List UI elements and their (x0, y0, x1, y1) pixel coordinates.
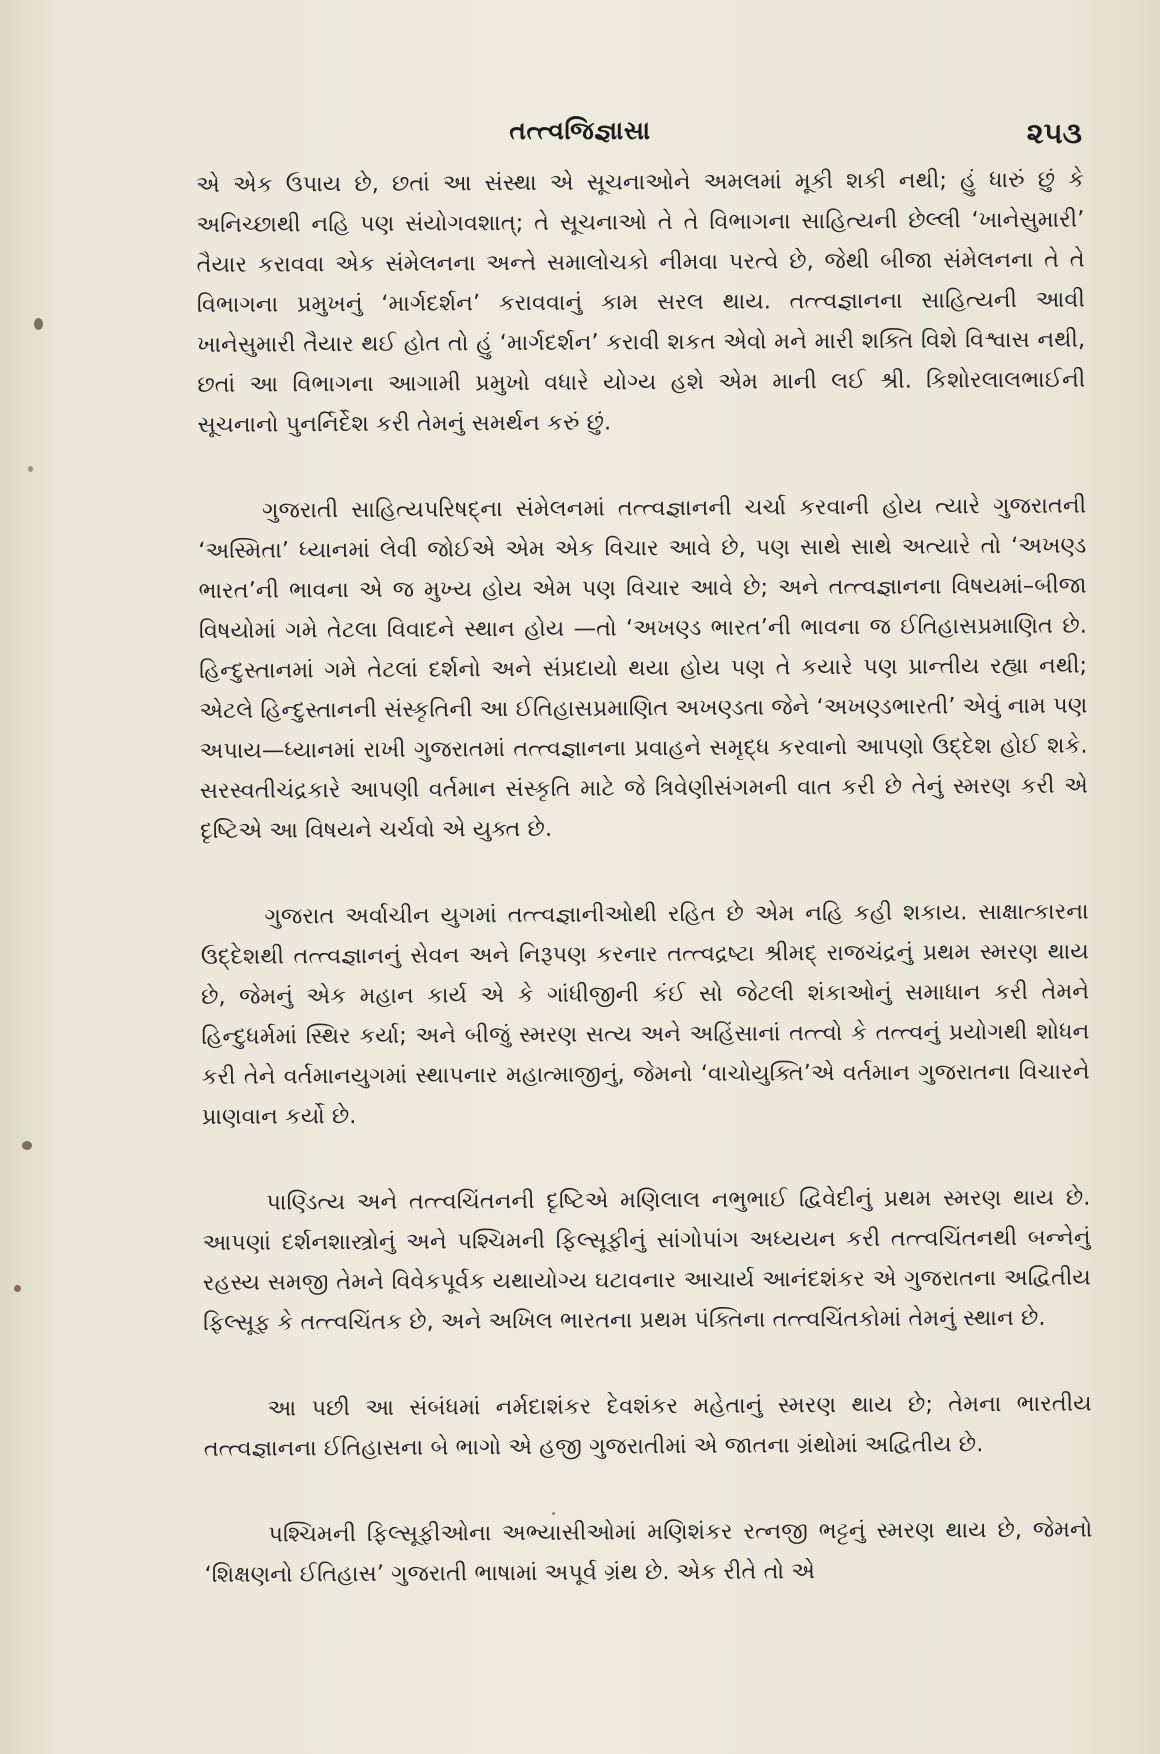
paragraph-4: પાણ્ડિત્ય અને તત્ત્વચિંતનની દૃષ્ટિએ મણિલાલ નભુભાઈ દ્વિવેદીનું પ્રથમ સ્મરણ થાય છે. આપણાં દર્શનશાસ્ત્રોનું અને પશ્ચિમની ફિલ્સૂફીનું સાંગોપાંગ અધ્યયન કરી તત્ત્વચિંતનથી બન્નેનું રહસ્ય સમજી તેમને વિવેકપૂર્વક યથાયોગ્ય ઘટાવનાર આચાર્ય આનંદશંકર એ ગુજરાતના અદ્વિતીય ફિલ્સૂફ કે તત્ત્વચિંતક છે, અને અખિલ ભારતના પ્રથમ પંક્તિના તત્ત્વચિંતકોમાં તેમનું સ્થાન છે. (202, 1184, 1091, 1336)
paper-blemish (14, 1285, 21, 1292)
running-title: તત્ત્વજિજ્ઞાસા (509, 116, 651, 145)
paragraph-6: પશ્ચિમની ફિલ્સૂફીઓના અભ્યાસીઓમાં મણિશંકર રત્નજી ભટ્ટનું સ્મરણ થાય છે, જેમનો ‘શિક્ષણનો ઈતિહાસ’ ગુજરાતી ભાષામાં અપૂર્વ ગ્રંથ છે. એક રીતે તો એ (204, 1516, 1093, 1588)
page-number: ૨૫૩ (1026, 116, 1082, 150)
page-header (0, 112, 1160, 156)
paragraph-5: આ પછી આ સંબંધમાં નર્મદાશંકર દેવશંકર મહેતાનું સ્મરણ થાય છે; તેમના ભારતીય તત્ત્વજ્ઞાનના ઈતિહાસના બે ભાગો એ હજી ગુજરાતીમાં એ જાતના ગ્રંથોમાં અદ્વિતીય છે. (203, 1390, 1092, 1462)
paragraph-3: ગુજરાત અર્વાચીન યુગમાં તત્ત્વજ્ઞાનીઓથી રહિત છે એમ નહિ કહી શકાય. સાક્ષાત્કારના ઉદ્દેશથી તત્ત્વજ્ઞાનનું સેવન અને નિરૂપણ કરનાર તત્ત્વદ્રષ્ટા શ્રીમદ્ રાજચંદ્રનું પ્રથમ સ્મરણ થાય છે, જેમનું એક મહાન કાર્ય એ કે ગાંધીજીની કંઈ સો જેટલી શંકાઓનું સમાધાન કરી તેમને હિન્દુધર્મમાં સ્થિર કર્યા; અને બીજું સ્મરણ સત્ય અને અહિંસાનાં તત્ત્વો કે તત્ત્વનું પ્રયોગથી શોધન કરી તેને વર્તમાનયુગમાં સ્થાપનાર મહાત્માજીનું, જેમનો ‘વાચોયુક્તિ’એ વર્તમાન ગુજરાતના વિચારને પ્રાણવાન કર્યો છે. (200, 898, 1090, 1130)
paper-blemish (34, 318, 43, 330)
paper-blemish (22, 1141, 32, 1150)
paragraph-1: એ એક ઉપાય છે, છતાં આ સંસ્થા એ સૂચનાઓને અમલમાં મૂકી શકી નથી; હું ધારું છું કે અનિચ્છાથી નહિ પણ સંયોગવશાત્; તે સૂચનાઓ તે તે વિભાગના સાહિત્યની છેલ્લી ‘ખાનેસુમારી’ તૈયાર કરાવવા એક સંમેલનના અન્તે સમાલોચકો નીમવા પરત્વે છે, જેથી બીજા સંમેલનના તે તે વિભાગના પ્રમુખનું ‘માર્ગદર્શન’ કરાવવાનું કામ સરલ થાય. તત્ત્વજ્ઞાનના સાહિત્યની આવી ખાનેસુમારી તૈયાર થઈ હોત તો હું ‘માર્ગદર્શન’ કરાવી શકત એવો મને મારી શક્તિ વિશે વિશ્વાસ નથી, છતાં આ વિભાગના આગામી પ્રમુખો વધારે યોગ્ય હશે એમ માની લઈ શ્રી. કિશોરલાલભાઈની સૂચનાનો પુનર્નિર્દેશ કરી તેમનું સમર્થન કરું છું. (196, 166, 1086, 438)
paper-blemish (552, 1512, 555, 1515)
paper-blemish (28, 466, 33, 472)
paragraph-2: ગુજરાતી સાહિત્યપરિષદ્‌ના સંમેલનમાં તત્ત્વજ્ઞાનની ચર્ચા કરવાની હોય ત્યારે ગુજરાતની ‘અસ્મિતા’ ધ્યાનમાં લેવી જોઈએ એમ એક વિચાર આવે છે, પણ સાથે સાથે અત્યારે તો ‘અખણ્ડ ભારત’ની ભાવના એ જ મુખ્ય હોય એમ પણ વિચાર આવે છે; અને તત્ત્વજ્ઞાનના વિષયમાં–બીજા વિષયોમાં ગમે તેટલા વિવાદને સ્થાન હોય —તો ‘અખણ્ડ ભારત’ની ભાવના જ ઈતિહાસપ્રમાણિત છે. હિન્દુસ્તાનમાં ગમે તેટલાં દર્શનો અને સંપ્રદાયો થયા હોય પણ તે કયારે પણ પ્રાન્તીય રહ્યા નથી; એટલે હિન્દુસ્તાનની સંસ્કૃતિની આ ઈતિહાસપ્રમાણિત અખણ્ડતા જેને ‘અખણ્ડભારતી’ એવું નામ પણ અપાય—ધ્યાનમાં રાખી ગુજરાતમાં તત્ત્વજ્ઞાનના પ્રવાહને સમૃદ્ધ કરવાનો આપણો ઉદ્દેશ હોઈ શકે. સરસ્વતીચંદ્રકારે આપણી વર્તમાન સંસ્કૃતિ માટે જે ત્રિવેણીસંગમની વાત કરી છે તેનું સ્મરણ કરી એ દૃષ્ટિએ આ વિષયને ચર્ચવો એ યુક્ત છે. (198, 492, 1088, 844)
body-text (196, 160, 1093, 1595)
